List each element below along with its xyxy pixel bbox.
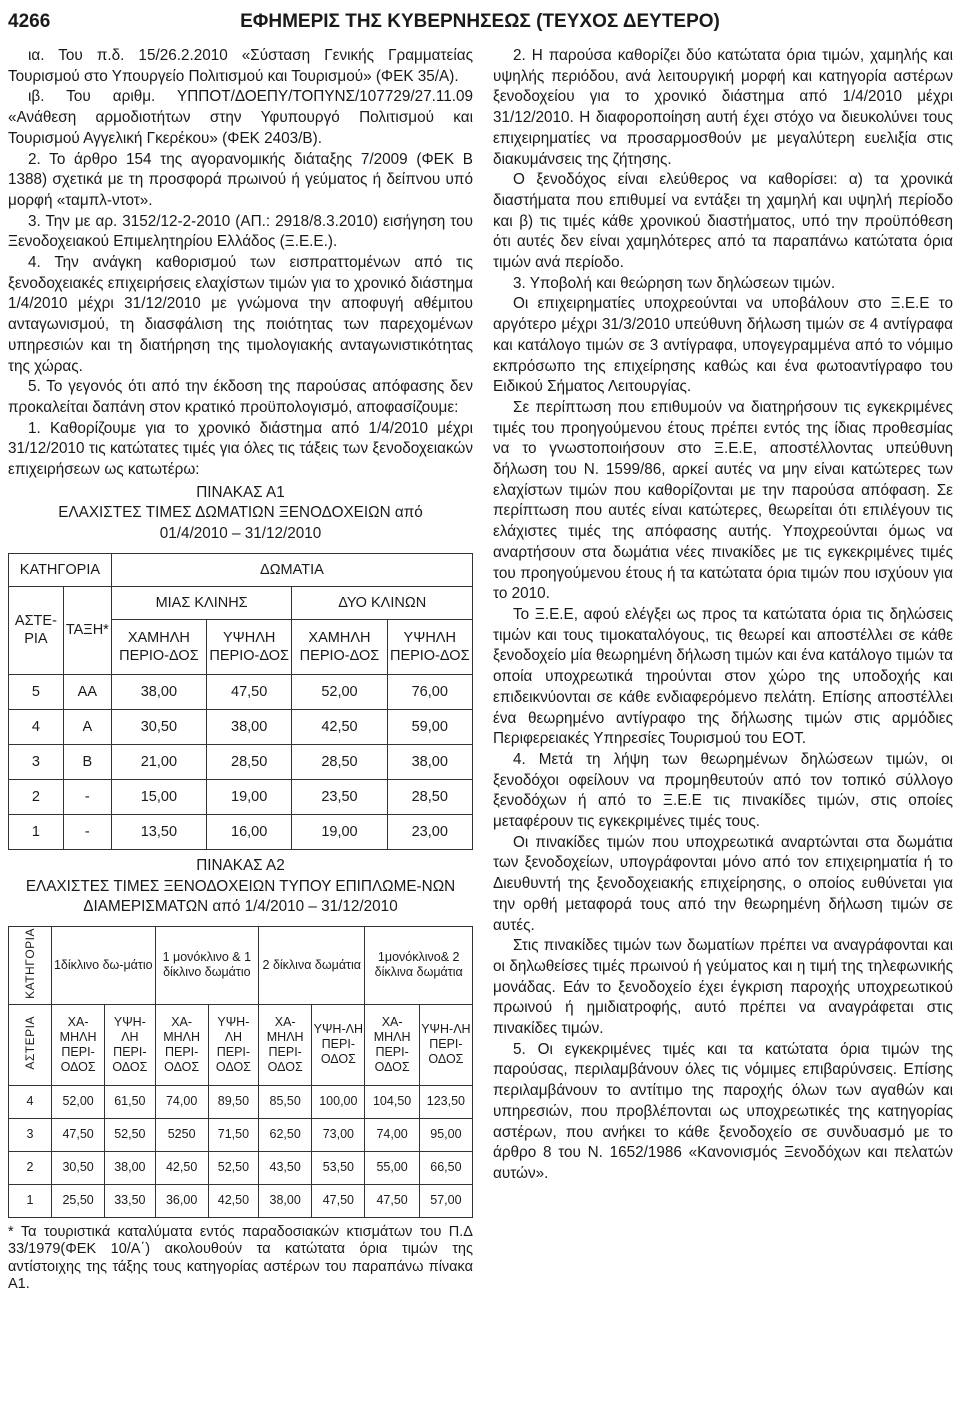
table-a2 <box>8 926 473 1218</box>
cell: 104,50 <box>365 1085 419 1118</box>
cell: 25,50 <box>52 1184 105 1217</box>
cell: 42,50 <box>208 1184 258 1217</box>
table-row <box>9 1184 473 1217</box>
cell: Β <box>63 744 111 779</box>
header-low: ΧΑ-ΜΗΛΗ ΠΕΡΙ-ΟΔΟΣ <box>52 1004 105 1085</box>
cell: 62,50 <box>259 1118 312 1151</box>
paragraph: ια. Του π.δ. 15/26.2.2010 «Σύσταση Γενικής Γραμματείας Τουρισμού στο Υπουργείο Πολιτισμού και Τουρισμού» (ΦΕΚ 35/Α). <box>8 47 473 85</box>
right-column <box>493 46 953 1185</box>
table-a1-heading: ΠΙΝΑΚΑΣ Α1 <box>196 483 285 501</box>
cell: 3 <box>9 1118 52 1151</box>
gazette-title: ΕΦΗΜΕΡΙΣ ΤΗΣ ΚΥΒΕΡΝΗΣΕΩΣ (ΤΕΥΧΟΣ ΔΕΥΤΕΡΟ) <box>240 11 720 32</box>
cell: 52,50 <box>208 1151 258 1184</box>
cell: 52,00 <box>52 1085 105 1118</box>
cell: 73,00 <box>312 1118 365 1151</box>
cell: 4 <box>9 1085 52 1118</box>
paragraph: 4. Μετά τη λήψη των θεωρημένων δηλώσεων τιμών, οι ξενοδόχοι οφείλουν να προμηθευτούν από τον τοπικό σύλλογο ξενοδόχων ή από το Ξ.Ε.Ε τις πινακίδες τιμών, στις οποίες μεταφέρουν τις εγκεκριμένες τιμές τους. <box>493 750 953 831</box>
paragraph: 1. Καθορίζουμε για το χρονικό διάστημα από 1/4/2010 μέχρι 31/12/2010 τις κατώτατες τιμές για όλες τις τάξεις των ξενοδοχειακών επιχειρήσεων ως κατωτέρω: <box>8 419 473 479</box>
table-row <box>9 814 473 849</box>
header-single: ΜΙΑΣ ΚΛΙΝΗΣ <box>111 586 292 619</box>
paragraph: 3. Την με αρ. 3152/12-2-2010 (ΑΠ.: 2918/8.3.2010) εισήγηση του Ξενοδοχειακού Επιμελητηρίου Ελλάδος (Ξ.Ε.Ε.). <box>8 212 473 251</box>
cell: 47,50 <box>206 674 291 709</box>
table-row <box>9 1085 473 1118</box>
cell: 76,00 <box>387 674 472 709</box>
cell: 15,00 <box>111 779 206 814</box>
paragraph: 5. Οι εγκεκριμένες τιμές και τα κατώτατα όρια τιμών της παρούσας, περιλαμβάνουν όλες τις νόμιμες επιβαρύνσεις. Επίσης περιλαμβάνουν το αντίτιμο της παροχής όλων των αγαθών και υπηρεσιών, που προβλέπονται ως υποχρεωτικές της κατηγορίας αστέρων, που ανήκει το κάθε ξενοδοχείο σε συνδυασμό με το άρθρο 8 του Ν. 1652/1986 «Κανονισμός Ξενοδόχων και πελατών αυτών». <box>493 1040 953 1182</box>
cell: 2 <box>9 1151 52 1184</box>
header-group: 1 μονόκλινο & 1 δίκλινο δωμάτιο <box>155 926 259 1004</box>
cell: 23,00 <box>387 814 472 849</box>
cell: 5 <box>9 674 64 709</box>
cell: 61,50 <box>105 1085 155 1118</box>
cell: 13,50 <box>111 814 206 849</box>
cell: 57,00 <box>419 1184 472 1217</box>
header-category <box>9 926 52 1004</box>
cell: 85,50 <box>259 1085 312 1118</box>
table-footnote: * Τα τουριστικά καταλύματα εντός παραδοσιακών κτισμάτων του Π.Δ 33/1979(ΦΕΚ 10/Α΄) ακολουθούν τα κατώτατα όρια τιμών της αντίστοιχης της τάξης τους κατηγορίας αστέρων του παραπάνω πίνακα Α1. <box>8 1223 473 1293</box>
paragraph: 2. Το άρθρο 154 της αγορανομικής διάταξης 7/2009 (ΦΕΚ Β 1388) σχετικά με τη προσφορά πρωινού ή γεύματος ή δείπνου υπό μορφή «ταμπλ-ντοτ». <box>8 150 473 209</box>
cell: 23,50 <box>292 779 387 814</box>
header-low: ΧΑ-ΜΗΛΗ ΠΕΡΙ-ΟΔΟΣ <box>155 1004 208 1085</box>
paragraph: ιβ. Του αριθμ. ΥΠΠΟΤ/ΔΟΕΠΥ/ΤΟΠΥΝΣ/107729/27.11.09 «Ανάθεση αρμοδιοτήτων στην Υφυπουργό Πολιτισμού και Τουρισμού Αγγελική Γκερέκου» (ΦΕΚ 2403/Β). <box>8 88 473 147</box>
paragraph: Οι επιχειρηματίες υποχρεούνται να υποβάλουν στο Ξ.Ε.Ε το αργότερο μέχρι 31/3/2010 υπεύθυνη δήλωση τιμών σε 4 αντίγραφα και κατάλογο τιμών σε 3 αντίγραφα, υπογεγραμμένα από το νόμιμο εκπρόσωπο της επιχείρησης καθώς και ένα φωτοαντίγραφο του Ειδικού Σήματος Λειτουργίας. <box>493 295 953 396</box>
cell: 52,00 <box>292 674 387 709</box>
cell: 2 <box>9 779 64 814</box>
header-low: ΧΑΜΗΛΗ ΠΕΡΙΟ-ΔΟΣ <box>111 619 206 674</box>
header-high: ΥΨΗΛΗ ΠΕΡΙΟ-ΔΟΣ <box>206 619 291 674</box>
cell: 42,50 <box>155 1151 208 1184</box>
cell: 53,50 <box>312 1151 365 1184</box>
table-a2-heading: ΠΙΝΑΚΑΣ Α2 <box>196 856 285 874</box>
table-row <box>9 1151 473 1184</box>
table-row <box>9 1118 473 1151</box>
cell: 36,00 <box>155 1184 208 1217</box>
header-stars-label: ΑΣΤΕΡΙΑ <box>22 1016 37 1070</box>
cell: 38,00 <box>111 674 206 709</box>
cell: 1 <box>9 814 64 849</box>
table-a1-title <box>8 483 473 545</box>
paragraph: 5. Το γεγονός ότι από την έκδοση της παρούσας απόφασης δεν προκαλείται δαπάνη στον κρατικό προϋπολογισμό, αποφασίζουμε: <box>8 378 473 416</box>
table-a1 <box>8 553 473 850</box>
header-high: ΥΨΗΛΗ ΠΕΡΙΟ-ΔΟΣ <box>387 619 472 674</box>
table-a1-subheading: ΕΛΑΧΙΣΤΕΣ ΤΙΜΕΣ ΔΩΜΑΤΙΩΝ ΞΕΝΟΔΟΧΕΙΩΝ από <box>58 504 423 522</box>
cell: 28,50 <box>206 744 291 779</box>
cell: 42,50 <box>292 709 387 744</box>
cell: 5250 <box>155 1118 208 1151</box>
cell: 95,00 <box>419 1118 472 1151</box>
header-low: ΧΑ-ΜΗΛΗ ΠΕΡΙ-ΟΔΟΣ <box>365 1004 419 1085</box>
cell: 43,50 <box>259 1151 312 1184</box>
header-stars <box>9 1004 52 1085</box>
table-a2-subheading: ΕΛΑΧΙΣΤΕΣ ΤΙΜΕΣ ΞΕΝΟΔΟΧΕΙΩΝ ΤΥΠΟΥ ΕΠΙΠΛΩΜΕ-ΝΩΝ ΔΙΑΜΕΡΙΣΜΑΤΩΝ από 1/4/2010 – 31/12/2010 <box>25 877 456 916</box>
cell: 47,50 <box>52 1118 105 1151</box>
header-low: ΧΑ-ΜΗΛΗ ΠΕΡΙ-ΟΔΟΣ <box>259 1004 312 1085</box>
cell: 3 <box>9 744 64 779</box>
cell: 66,50 <box>419 1151 472 1184</box>
cell: 28,50 <box>387 779 472 814</box>
cell: 47,50 <box>312 1184 365 1217</box>
cell: 33,50 <box>105 1184 155 1217</box>
cell: 74,00 <box>155 1085 208 1118</box>
header-category-label: ΚΑΤΗΓΟΡΙΑ <box>22 927 37 999</box>
header-rooms: ΔΩΜΑΤΙΑ <box>111 553 472 586</box>
cell: 28,50 <box>292 744 387 779</box>
cell: 30,50 <box>111 709 206 744</box>
paragraph: Το Ξ.Ε.Ε, αφού ελέγξει ως προς τα κατώτατα όρια τις δηλώσεις τιμών και τους τιμοκαταλόγους, τις θεωρεί και αποστέλλει σε κάθε ξενοδοχείο μία θεωρημένη δήλωση τιμών και ένα κατάλογο τιμών τα οποία υποχρεωτικά τηρούνται στον χώρο της υποδοχής και επιδεικνύονται σε κάθε ενδιαφερόμενο πελάτη. Επίσης αποστέλλει ένα θεωρημένο αντίγραφο της δήλωσης τιμών στις αρμόδιες Περιφερειακές Υπηρεσίες Τουρισμού του ΕΟΤ. <box>493 605 953 748</box>
cell: 21,00 <box>111 744 206 779</box>
cell: 19,00 <box>292 814 387 849</box>
table-row <box>9 779 473 814</box>
cell: 4 <box>9 709 64 744</box>
cell: - <box>63 779 111 814</box>
cell: 38,00 <box>387 744 472 779</box>
cell: 30,50 <box>52 1151 105 1184</box>
cell: 74,00 <box>365 1118 419 1151</box>
cell: 38,00 <box>259 1184 312 1217</box>
cell: ΑΑ <box>63 674 111 709</box>
paragraph: 2. Η παρούσα καθορίζει δύο κατώτατα όρια τιμών, χαμηλής και υψηλής περιόδου, ανά λειτουργική μορφή και κατηγορία αστέρων ξενοδοχείου για το χρονικό διάστημα από 1/4/2010 μέχρι 31/12/2010. Η διαφοροποίηση αυτή έχει στόχο να διευκολύνει τους επιχειρηματίες να προσαρμοσθούν με μεγαλύτερη ευελιξία στις διακυμάνσεις της ζήτησης. <box>493 47 953 168</box>
header-class: ΤΑΞΗ* <box>63 586 111 674</box>
page-header <box>8 2 952 42</box>
header-high: ΥΨΗ-ΛΗ ΠΕΡΙ-ΟΔΟΣ <box>208 1004 258 1085</box>
paragraph: Ο ξενοδόχος είναι ελεύθερος να καθορίσει: α) τα χρονικά διαστήματα που επιθυμεί να εντάξει τη χαμηλή και υψηλή περίοδο και β) τις τιμές κάθε χρονικού διαστήματος, υπό την προϋπόθεση ότι αυτές δεν είναι χαμηλότερες από τα παραπάνω κατώτατα όρια τιμών ανά περίοδο. <box>493 171 953 272</box>
header-high: ΥΨΗ-ΛΗ ΠΕΡΙ-ΟΔΟΣ <box>312 1004 365 1085</box>
cell: 123,50 <box>419 1085 472 1118</box>
cell: 47,50 <box>365 1184 419 1217</box>
cell: 38,00 <box>206 709 291 744</box>
page-number: 4266 <box>8 11 51 32</box>
cell: 1 <box>9 1184 52 1217</box>
header-double: ΔΥΟ ΚΛΙΝΩΝ <box>292 586 473 619</box>
table-a1-period: 01/4/2010 – 31/12/2010 <box>159 525 322 543</box>
cell: - <box>63 814 111 849</box>
cell: 16,00 <box>206 814 291 849</box>
header-group: 2 δίκλινα δωμάτια <box>259 926 365 1004</box>
paragraph: Στις πινακίδες τιμών των δωματίων πρέπει να αναγράφονται και οι δηλωθείσες τιμές πρωινού ή γεύματος και η τιμή της τηλεφωνικής μονάδας. Εάν το ξενοδοχείο έχει έγκριση παροχής υποχρεωτικού πρωινού ή ημιδιατροφής, αυτό πρέπει να αναγράφεται στις πινακίδες τιμών. <box>493 937 953 1038</box>
paragraph: 4. Την ανάγκη καθορισμού των εισπραττομένων από τις ξενοδοχειακές επιχειρήσεις ελαχίστων τιμών για το χρονικό διάστημα 1/4/2010 μέχρι 31/12/2010 με γνώμονα την αποφυγή αθέμιτου ανταγωνισμού, τη διασφάλιση της ποιότητας των παρεχομένων υπηρεσιών και τη διατήρηση της τιμολογιακής ανταγωνιστικότητας της χώρας. <box>8 254 473 375</box>
header-category: ΚΑΤΗΓΟΡΙΑ <box>9 553 112 586</box>
cell: 19,00 <box>206 779 291 814</box>
table-a2-title <box>8 856 473 918</box>
table-row <box>9 674 473 709</box>
header-low: ΧΑΜΗΛΗ ΠΕΡΙΟ-ΔΟΣ <box>292 619 387 674</box>
left-column <box>8 46 473 1294</box>
table-row <box>9 744 473 779</box>
table-row <box>9 709 473 744</box>
cell: Α <box>63 709 111 744</box>
cell: 71,50 <box>208 1118 258 1151</box>
paragraph: Σε περίπτωση που επιθυμούν να διατηρήσουν τις εγκεκριμένες τιμές του προηγούμενου έτους πρέπει εντός της ίδιας προθεσμίας να το γνωστοποιήσουν στο Ξ.Ε.Ε, αποστέλλοντας υπεύθυνη δήλωση του Ν. 1599/86, αρκεί αυτές να μην είναι κατώτερες των ελαχίστων τιμών που καθορίζονται με την παρούσα απόφαση. Σε περίπτωση που αυτές είναι κατώτερες, θεωρείται ότι επιλέγουν τις ελάχιστες τιμές της απόφασης αυτής. Υποχρεούνται όμως να αναρτήσουν στα δωμάτια νέες πινακίδες με τις εγκεκριμένες τιμές του προηγούμενου έτους ή τα κατώτατα όρια τιμών που ισχύουν για το 2010. <box>493 398 953 603</box>
header-high: ΥΨΗ-ΛΗ ΠΕΡΙ-ΟΔΟΣ <box>419 1004 472 1085</box>
cell: 52,50 <box>105 1118 155 1151</box>
header-stars: ΑΣΤΕ-ΡΙΑ <box>9 586 64 674</box>
paragraph: Οι πινακίδες τιμών που υποχρεωτικά αναρτώνται στα δωμάτια των ξενοδοχείων, υπογράφονται μόνο από τον επιχειρηματία ή το Διευθυντή της ξενοδοχειακής επιχείρησης, ο οποίος ευθύνεται για την ορθή μεταφορά τους από την θεωρημένη δήλωση τιμών σε αυτές. <box>493 833 953 934</box>
cell: 55,00 <box>365 1151 419 1184</box>
header-group: 1δίκλινο δω-μάτιο <box>52 926 156 1004</box>
cell: 100,00 <box>312 1085 365 1118</box>
cell: 89,50 <box>208 1085 258 1118</box>
header-high: ΥΨΗ-ΛΗ ΠΕΡΙ-ΟΔΟΣ <box>105 1004 155 1085</box>
cell: 59,00 <box>387 709 472 744</box>
paragraph: 3. Υποβολή και θεώρηση των δηλώσεων τιμών. <box>513 274 836 292</box>
header-group: 1μονόκλινο& 2 δίκλινα δωμάτια <box>365 926 473 1004</box>
cell: 38,00 <box>105 1151 155 1184</box>
